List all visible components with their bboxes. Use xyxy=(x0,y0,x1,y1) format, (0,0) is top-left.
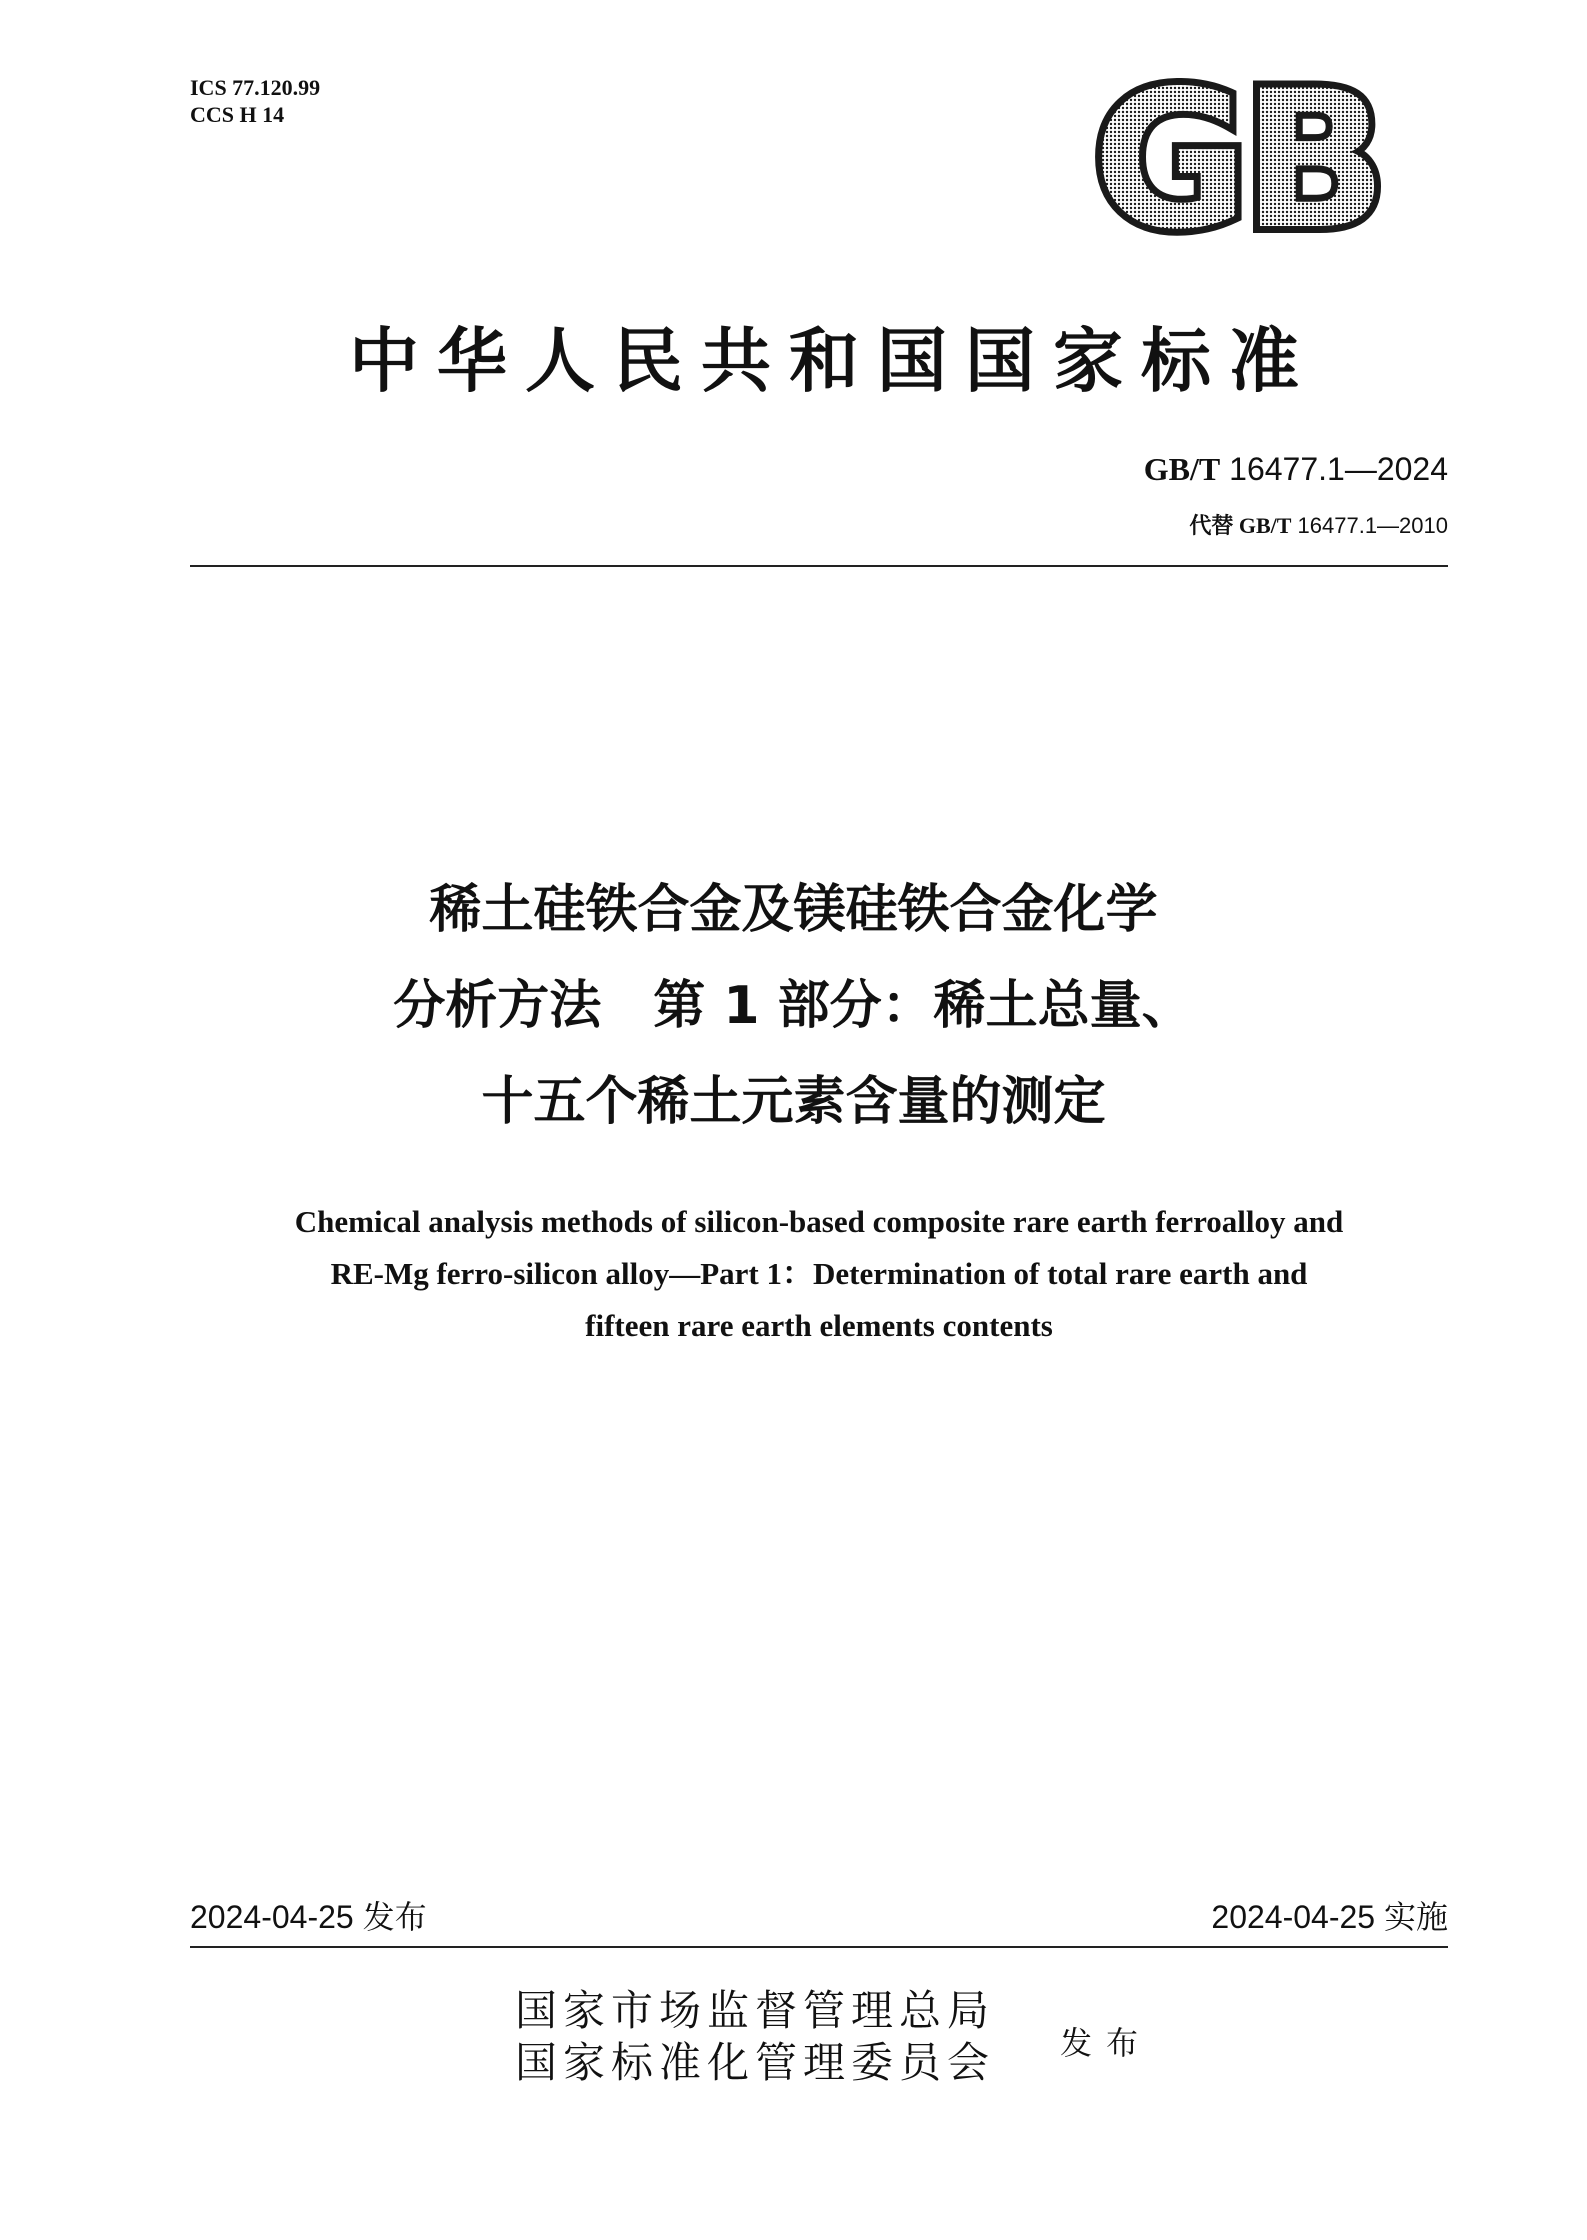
ccs-code: CCS H 14 xyxy=(190,102,285,127)
issue-date: 2024-04-25 发布 xyxy=(190,1899,427,1935)
issue-label: 发布 xyxy=(1060,2024,1153,2062)
english-title-line-3: fifteen rare earth elements contents xyxy=(585,1308,1053,1343)
standard-number xyxy=(1144,451,1448,488)
implementation-date: 2024-04-25 实施 xyxy=(1211,1899,1448,1935)
standard-code: 16477.1—2024 xyxy=(1229,451,1448,487)
chinese-title xyxy=(240,862,1347,1150)
chinese-title-line-1: 稀土硅铁合金及镁硅铁合金化学 xyxy=(429,880,1158,940)
gb-logo xyxy=(1085,78,1390,241)
standard-prefix: GB/T xyxy=(1143,451,1221,487)
issuing-organizations xyxy=(515,1985,995,2089)
footer-divider xyxy=(190,1946,1448,1948)
header-divider xyxy=(190,565,1448,567)
ics-code: ICS 77.120.99 xyxy=(190,75,321,100)
english-title xyxy=(190,1196,1448,1352)
classification-codes xyxy=(190,74,320,128)
chinese-title-line-2: 分析方法 第 1 部分：稀土总量、 xyxy=(393,976,1194,1036)
replaces-standard xyxy=(1189,509,1448,540)
national-standard-title: 中华人民共和国国家标准 xyxy=(349,319,1317,402)
issuer-samr: 国家市场监督管理总局 xyxy=(515,1986,996,2035)
replaces-prefix: 代替 GB/T xyxy=(1189,513,1292,538)
issuer-sac: 国家标准化管理委员会 xyxy=(515,2038,996,2087)
replaces-code: 16477.1—2010 xyxy=(1297,513,1448,538)
english-title-line-2: RE-Mg ferro-silicon alloy—Part 1：Determination of total rare earth and xyxy=(330,1256,1308,1291)
english-title-line-1: Chemical analysis methods of silicon-based composite rare earth ferroalloy and xyxy=(294,1204,1344,1239)
chinese-title-line-3: 十五个稀土元素含量的测定 xyxy=(481,1072,1106,1132)
gb-logo-text: GB xyxy=(1092,78,1382,241)
